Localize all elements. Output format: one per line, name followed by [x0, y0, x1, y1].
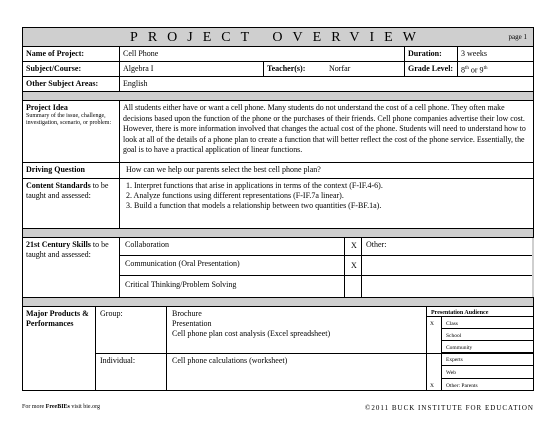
- grade-value: 8th or 9th: [461, 65, 488, 75]
- standard-item: 2. Analyze functions using different representations (F-IF.7a linear).: [126, 191, 344, 200]
- audience-item: Web: [446, 370, 456, 376]
- footer-left: For more FreeBIEs visit bie.org: [22, 404, 100, 410]
- page-number: page 1: [508, 33, 527, 41]
- audience-mark: [427, 329, 441, 340]
- footer-copyright: ©2011 BUCK INSTITUTE FOR EDUCATION: [365, 404, 534, 412]
- group-products: [169, 307, 439, 353]
- products-label: Major Products & Performances: [26, 309, 89, 328]
- name-label: Name of Project:: [26, 49, 85, 58]
- individual-product-item: Cell phone calculations (worksheet): [172, 356, 288, 365]
- audience-mark: [427, 353, 441, 365]
- subject-row: [22, 62, 534, 77]
- skills-row: [22, 238, 534, 298]
- header-bar: [22, 27, 534, 47]
- audience-title: Presentation Audience: [431, 310, 489, 316]
- subject-value: Algebra I: [123, 64, 154, 73]
- content-standards-row: [22, 179, 534, 229]
- standard-item: 3. Build a function that models a relationship between two quantities (F-BF.1a).: [126, 201, 382, 210]
- project-idea-label: Project Idea: [26, 103, 68, 112]
- skill-communication-mark: X: [351, 261, 357, 270]
- name-row: [22, 47, 534, 62]
- teacher-value: Norfar: [329, 64, 351, 73]
- audience-item: Community: [446, 345, 473, 351]
- products-row: [22, 307, 534, 391]
- group-product-item: Brochure: [172, 309, 202, 318]
- project-idea-sublabel: Summary of the issue, challenge, investigation, scenario, or problem:: [26, 113, 112, 126]
- content-standards-label: Content Standards to be taught and assessed:: [26, 181, 109, 200]
- driving-question-label: Driving Question: [26, 165, 85, 174]
- group-label: Group:: [100, 309, 123, 318]
- skill-communication: Communication (Oral Presentation): [125, 259, 240, 268]
- project-idea-text: All students either have or want a cell phone. Many students do not understand the cost of a cell phone. They often make decisions based upon the function of the phone or the purchases of their friends. Cell phone companies advertise their low cost. However, there is more information involved that changes the actual cost of the phone. Students will need to understand how to look at all of the details of a phone plan to create a function that will better reflect the cost of the phone service. Essentially, the goal is to have a practical application of linear functions.: [123, 103, 526, 154]
- audience-item: School: [446, 333, 462, 339]
- spacer-2: [22, 229, 534, 238]
- duration-label: Duration:: [408, 49, 442, 58]
- skill-critical-thinking: Critical Thinking/Problem Solving: [125, 280, 237, 289]
- spacer-1: [22, 92, 534, 101]
- audience-mark: [427, 366, 441, 378]
- audience-item: Experts: [446, 357, 463, 363]
- project-idea-row: [22, 101, 534, 163]
- standard-item: 1. Interpret functions that arise in applications in terms of the context (F-IF.4-6).: [126, 181, 383, 190]
- group-product-item: Cell phone plan cost analysis (Excel spreadsheet): [172, 329, 331, 338]
- other-subject-value: English: [123, 79, 148, 88]
- audience-mark: X: [430, 321, 434, 327]
- skill-collaboration-mark: X: [351, 241, 357, 250]
- grade-label: Grade Level:: [408, 64, 454, 73]
- driving-question-row: [22, 163, 534, 179]
- audience-mark: [427, 341, 441, 352]
- other-subject-row: [22, 77, 534, 92]
- subject-label: Subject/Course:: [26, 64, 82, 73]
- audience-item: Other: Parents: [446, 383, 478, 389]
- other-subject-label: Other Subject Areas:: [26, 79, 99, 88]
- skills-other-label: Other:: [366, 240, 387, 249]
- skills-label: 21st Century Skills to be taught and assessed:: [26, 240, 109, 259]
- driving-question-text: How can we help our parents select the best cell phone plan?: [126, 165, 321, 174]
- name-value: Cell Phone: [123, 49, 159, 58]
- teacher-label: Teacher(s):: [267, 64, 306, 73]
- audience-mark: X: [430, 383, 434, 389]
- individual-label: Individual:: [100, 356, 136, 365]
- project-idea-label-cell: [23, 101, 119, 162]
- duration-value: 3 weeks: [461, 49, 487, 58]
- page-title: PROJECT OVERVIEW: [130, 30, 426, 45]
- content-standards-list: [123, 179, 533, 228]
- group-product-item: Presentation: [172, 319, 212, 328]
- audience-item: Class: [446, 321, 458, 327]
- skill-collaboration: Collaboration: [125, 240, 169, 249]
